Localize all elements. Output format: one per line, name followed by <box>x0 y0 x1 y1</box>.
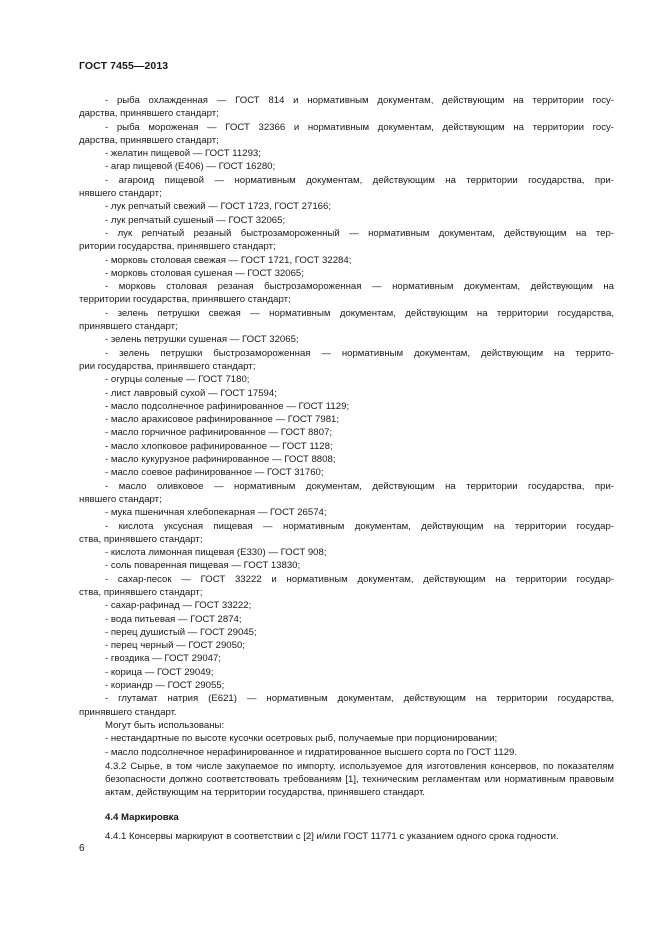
list-line: - зелень петрушки свежая — нормативным документам, действующим на территории государства, <box>105 307 614 319</box>
list-line: - гвоздика — ГОСТ 29047; <box>105 653 221 665</box>
paragraph-4-3-2: 4.3.2 Сырье, в том числе закупаемое по импорту, используемое для изготовления консервов, по показателям безопасности должно соответствовать требованиям [1], техническим регламентам или нормативным правовым актам, действующим на территории государства, принявшего стандарт. <box>105 760 614 799</box>
list-line: - лук репчатый свежий — ГОСТ 1723, ГОСТ 27166; <box>105 201 332 213</box>
list-line: - кориандр — ГОСТ 29055; <box>105 680 225 692</box>
list-line: - зелень петрушки быстрозамороженная — нормативным документам, действующим на террито- <box>105 347 614 359</box>
list-line: - вода питьевая — ГОСТ 2874; <box>105 613 242 625</box>
list-line: - масло горчичное рафинированное — ГОСТ 8807; <box>105 427 333 439</box>
list-line: рии государства, принявшего стандарт; <box>79 360 256 372</box>
list-line: - кислота уксусная пищевая — нормативным документам, действующим на территории государ- <box>105 520 614 532</box>
list-line: - рыба мороженая — ГОСТ 32366 и нормативным документам, действующим на территории госу- <box>105 121 614 133</box>
list-line: принявшего стандарт; <box>79 321 178 333</box>
list-line: - морковь столовая свежая — ГОСТ 1721, ГОСТ 32284; <box>105 254 352 266</box>
list-line: - масло соевое рафинированное — ГОСТ 31760; <box>105 467 324 479</box>
list-line: - масло подсолнечное нерафинированное и гидратированное высшего сорта по ГОСТ 1129. <box>105 746 518 758</box>
list-line: - лист лавровый сухой — ГОСТ 17594; <box>105 387 277 399</box>
list-line: дарства, принявшего стандарт; <box>79 134 219 146</box>
list-line: нявшего стандарт; <box>79 493 162 505</box>
list-line: - зелень петрушки сушеная — ГОСТ 32065; <box>105 334 299 346</box>
page-number: 6 <box>79 843 85 854</box>
section-heading-marking: 4.4 Маркировка <box>105 811 179 823</box>
list-line: ритории государства, принявшего стандарт; <box>79 241 276 253</box>
ingredient-list <box>79 94 614 759</box>
list-line: - перец черный — ГОСТ 29050; <box>105 640 245 652</box>
list-line: нявшего стандарт; <box>79 188 162 200</box>
list-line: - сахар-песок — ГОСТ 33222 и нормативным документам, действующим на территории государ- <box>105 573 614 585</box>
list-line: - желатин пищевой — ГОСТ 11293; <box>105 148 261 160</box>
list-line: - соль поваренная пищевая — ГОСТ 13830; <box>105 560 301 572</box>
list-line: дарства, принявшего стандарт; <box>79 108 219 120</box>
document-body <box>79 94 614 843</box>
list-line: - нестандартные по высоте кусочки осетровых рыб, получаемые при порционировании; <box>105 733 498 745</box>
list-line: - агар пищевой (Е406) — ГОСТ 16280; <box>105 161 276 173</box>
list-line: - глутамат натрия (Е621) — нормативным документам, действующим на территории государства, <box>105 693 614 705</box>
list-line: - рыба охлажденная — ГОСТ 814 и нормативным документам, действующим на территории госу- <box>105 95 614 106</box>
list-line: - перец душистый — ГОСТ 29045; <box>105 626 257 638</box>
list-line: - масло подсолнечное рафинированное — ГОСТ 1129; <box>105 400 350 412</box>
list-line: ства, принявшего стандарт; <box>79 533 203 545</box>
list-line: принявшего стандарт. <box>79 706 177 718</box>
list-line: Могут быть использованы: <box>105 719 225 731</box>
list-line: - кислота лимонная пищевая (Е330) — ГОСТ 908; <box>105 547 327 559</box>
list-line: территории государства, принявшего стандарт; <box>79 294 291 306</box>
list-line: - масло оливковое — нормативным документам, действующим на территории государства, при- <box>105 480 614 492</box>
list-line: - масло кукурузное рафинированное — ГОСТ 8808; <box>105 454 336 466</box>
list-line: - мука пшеничная хлебопекарная — ГОСТ 26574; <box>105 507 327 519</box>
list-line: - морковь столовая резаная быстрозамороженная — нормативным документам, действующим на <box>105 281 614 293</box>
list-line: - морковь столовая сушеная — ГОСТ 32065; <box>105 267 304 279</box>
list-line: - масло хлопковое рафинированное — ГОСТ 1128; <box>105 440 333 452</box>
paragraph-4-4-1: 4.4.1 Консервы маркируют в соответствии с [2] и/или ГОСТ 11771 с указанием одного срока годности. <box>105 831 559 843</box>
list-line: - агароид пищевой — нормативным документам, действующим на территории государства, при- <box>105 174 614 186</box>
list-line: - корица — ГОСТ 29049; <box>105 666 214 678</box>
document-header-title: ГОСТ 7455—2013 <box>79 60 169 72</box>
list-line: - лук репчатый сушеный — ГОСТ 32065; <box>105 214 286 226</box>
list-line: - масло арахисовое рафинированное — ГОСТ 7981; <box>105 414 340 426</box>
list-line: - лук репчатый резаный быстрозамороженный — нормативным документам, действующим на тер- <box>105 227 614 239</box>
list-line: ства, принявшего стандарт; <box>79 586 203 598</box>
list-line: - огурцы соленые — ГОСТ 7180; <box>105 374 250 386</box>
list-line: - сахар-рафинад — ГОСТ 33222; <box>105 600 252 612</box>
